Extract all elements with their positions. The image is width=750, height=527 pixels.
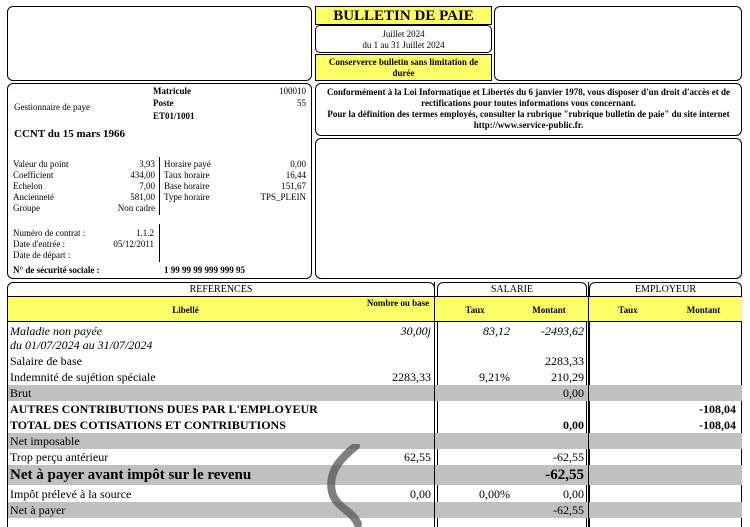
row-label: Net imposable <box>10 434 80 448</box>
col-taux: Taux <box>465 305 485 315</box>
field-value: 16,44 <box>285 170 306 180</box>
field-value: 3,93 <box>139 159 155 169</box>
row-montant: -62,55 <box>553 450 584 464</box>
table-row <box>8 486 742 502</box>
row-label-dates: du 01/07/2024 au 31/07/2024 <box>10 338 153 352</box>
contract-label: Numéro de contrat : <box>13 228 86 238</box>
message-box <box>315 138 742 279</box>
row-taux: 9,21% <box>479 370 510 384</box>
table-row <box>8 385 742 401</box>
left-fields <box>13 159 155 214</box>
row-label: Impôt prélevé à la source <box>10 487 132 501</box>
period-range: du 1 au 31 Juillet 2024 <box>362 40 445 50</box>
row-emp-montant: -108,04 <box>699 418 736 432</box>
row-montant: 0,00 <box>563 418 584 432</box>
row-label: Indemnité de sujétion spéciale <box>10 370 156 384</box>
entry-value: 05/12/2011 <box>113 239 154 249</box>
row-label: Brut <box>10 386 32 400</box>
col-nombre: Nombre ou base <box>366 298 430 308</box>
field-label: Type horaire <box>164 192 210 202</box>
period-month: Juillet 2024 <box>382 29 425 39</box>
page-title: BULLETIN DE PAIE <box>315 6 492 25</box>
legal-notice <box>315 83 742 136</box>
row-base: 0,00 <box>410 487 431 501</box>
table-row <box>8 449 742 465</box>
row-label: Trop perçu antérieur <box>10 450 109 464</box>
field-label: Base horaire <box>164 181 210 191</box>
field-label: Echelon <box>13 181 43 191</box>
table-row <box>8 433 742 449</box>
col-emp-taux: Taux <box>618 305 638 315</box>
poste-label: Poste <box>153 98 174 108</box>
table-row <box>8 465 742 485</box>
row-label: Maladie non payée <box>10 324 102 338</box>
ssn-value: 1 99 99 99 999 999 95 <box>164 265 245 275</box>
col-libelle: Libellé <box>172 305 199 315</box>
table-row <box>8 401 742 417</box>
row-label: Salaire de base <box>10 354 82 368</box>
row-montant: 210,29 <box>551 370 584 384</box>
table-row <box>8 502 742 518</box>
col-montant: Montant <box>532 305 566 315</box>
row-label: TOTAL DES COTISATIONS ET CONTRIBUTIONS <box>10 418 286 432</box>
watermark-mark <box>318 444 368 527</box>
employee-code: ET01/1001 <box>153 111 195 121</box>
field-label: Coefficient <box>13 170 54 180</box>
row-base: 2283,33 <box>392 370 431 384</box>
row-label: Net à payer avant impôt sur le revenu <box>10 467 252 483</box>
group-salarie: SALARIE <box>490 284 534 295</box>
row-montant: 0,00 <box>563 487 584 501</box>
field-value: Non cadre <box>117 203 155 213</box>
ccnt-label: CCNT du 15 mars 1966 <box>14 128 126 140</box>
table-row <box>8 353 742 369</box>
column-divider <box>588 282 589 527</box>
row-label: Net à payer <box>10 503 66 517</box>
row-montant: 2283,33 <box>545 354 584 368</box>
legal-line-1: Conformément à la Loi Informatique et Libertés du 6 janvier 1978, vous disposer d'un droit d'accès et de rectifications pour toutes informations vous concernant. <box>327 87 730 108</box>
column-divider <box>434 282 435 527</box>
matricule-label: Matricule <box>153 86 191 96</box>
field-label: Valeur du point <box>13 159 69 169</box>
row-label: AUTRES CONTRIBUTIONS DUES PAR L'EMPLOYEUR <box>10 402 318 416</box>
row-montant: -2493,62 <box>541 324 584 338</box>
field-value: TPS_PLEIN <box>260 192 306 202</box>
row-montant: -62,55 <box>545 467 584 483</box>
table-row <box>8 369 742 385</box>
entry-label: Date d'entrée : <box>13 239 66 249</box>
field-label: Horaire payé <box>164 159 211 169</box>
employer-box <box>7 6 312 81</box>
contract-value: 1.1.2 <box>136 228 154 238</box>
right-fields <box>164 159 306 203</box>
period-box <box>315 25 492 53</box>
group-employeur: EMPLOYEUR <box>634 284 697 295</box>
row-montant: 0,00 <box>563 386 584 400</box>
contract-divider <box>159 224 160 262</box>
group-references: REFERENCES <box>189 284 253 295</box>
field-label: Groupe <box>13 203 40 213</box>
row-emp-montant: -108,04 <box>699 402 736 416</box>
field-label: Ancienneté <box>13 192 54 202</box>
field-value: 581,00 <box>130 192 155 202</box>
exit-label: Date de départ : <box>13 250 71 260</box>
ssn-label: N° de sécurité sociale : <box>13 265 100 275</box>
manager-label: Gestionnaire de paye <box>14 102 90 112</box>
employee-info-box <box>7 83 312 279</box>
field-value: 7,00 <box>139 181 155 191</box>
employee-address-box <box>494 6 742 81</box>
field-value: 0,00 <box>290 159 306 169</box>
table-row <box>8 417 742 433</box>
poste-value: 55 <box>297 98 306 108</box>
matricule-value: 100010 <box>279 86 306 96</box>
col-emp-montant: Montant <box>686 305 721 315</box>
field-label: Taux horaire <box>164 170 210 180</box>
row-base: 30,00j <box>400 324 431 338</box>
row-taux: 0,00% <box>479 487 510 501</box>
conservation-note: Conserverce bulletin sans limitation de durée <box>315 54 492 81</box>
row-base: 62,55 <box>404 450 431 464</box>
field-divider <box>159 157 160 215</box>
field-value: 434,00 <box>130 170 155 180</box>
table-row <box>8 323 742 353</box>
field-value: 151,67 <box>281 181 306 191</box>
legal-line-2: Pour la définition des termes employés, consulter la rubrique "rubrique bulletin de paie" du site internet http://www.service-public.fr. <box>327 109 730 130</box>
row-montant: -62,55 <box>553 503 584 517</box>
row-taux: 83,12 <box>483 324 510 338</box>
